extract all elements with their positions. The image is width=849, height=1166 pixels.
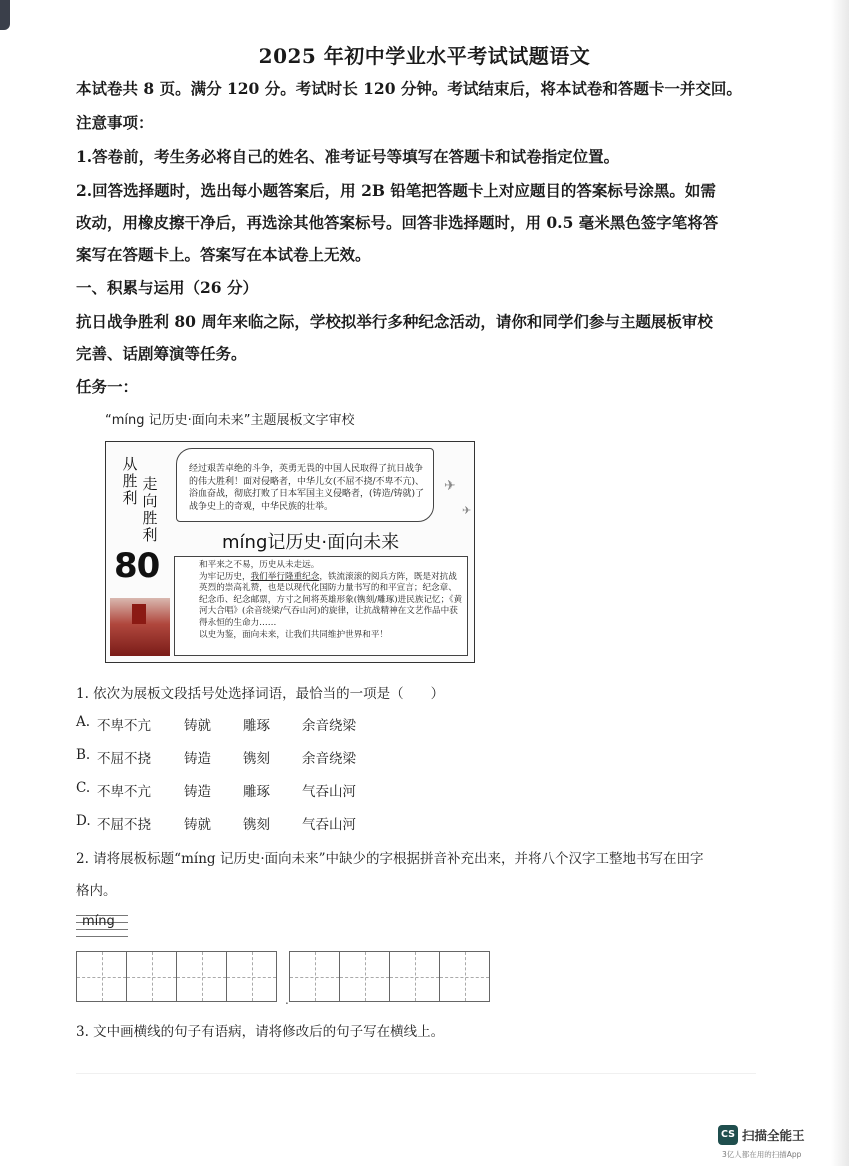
tianzi-cell[interactable]: [389, 951, 440, 1002]
board-vertical-text-1: 从胜利: [122, 455, 138, 507]
notice-item-1: 1.答卷前，考生务必将自己的姓名、准考证号等填写在答题卡和试卷指定位置。: [76, 147, 620, 166]
notice-heading: 注意事项：: [76, 113, 154, 132]
board-paragraph-line1: 和平来之不易，历史从未走远。: [199, 560, 320, 570]
notice-item-2-line3: 案写在答题卡上。答案写在本试卷上无效。: [76, 245, 371, 264]
task-heading: 任务一：: [76, 377, 139, 396]
dove-icon-small: ✈: [462, 504, 472, 517]
tianzi-cell[interactable]: [176, 951, 227, 1002]
question-2-line2: 格内。: [76, 883, 117, 899]
board-vertical-text-2: 走向胜利: [142, 475, 158, 544]
separator-dot: .: [285, 993, 289, 1007]
question-2-line1: 2. 请将展板标题“míng 记历史·面向未来”中缺少的字根据拼音补充出来，并将八个汉字工整地书写在田字: [76, 851, 704, 867]
context-line-1: 抗日战争胜利 80 周年来临之际，学校拟举行多种纪念活动，请你和同学们参与主题展板审校: [76, 312, 713, 331]
board-scroll-panel: [176, 448, 434, 522]
pinyin-text: míng: [82, 914, 115, 929]
board-text-panel: [174, 556, 468, 656]
exam-title: 2025 年初中学业水平考试试题语文: [258, 44, 591, 68]
exam-page: 2025 年初中学业水平考试试题语文 本试卷共 8 页。满分 120 分。考试时长 120 分钟。考试结束后，将本试卷和答题卡一并交回。 注意事项： 1.答卷前，考生务必将自己的姓名、准考证号等填写在答题卡和试卷指定位置。 2.回答选择题时，选出每小题答案后，用 2B 铅笔把答题卡上对应题目的答案标号涂黑。如需 改动，用橡皮擦干净后，再选涂其他答案标号。回答非选择题时，用 0.5 毫米黑色签字笔将答 案写在答题卡上。答案写在本试卷上无效。 一、积累与运用（26 分） 抗日战争胜利 80 周年来临之际，学校拟举行多种纪念活动，请你和同学们参与主题展板审校 完善、话剧筹演等任务。 任务一： “míng 记历史·面向未来”主题展板文字审校 从胜利 走向胜利 80 经过艰苦卓绝的斗争，英勇无畏的中国人民取得了抗日战争的伟大胜利！面对侵略者，中华儿女(不屈不挠/不卑不亢)、浴血奋战，彻底打败了日本军国主义侵略者，(铸造/铸就)了战争史上的奇观，中华民族的壮举。 ✈ ✈ míng记历史·面向未来 和平来之不易，历史从未走远。 为牢记历史，我们举行隆重纪念，铁流滚滚的阅兵方阵，既是对抗战英烈的崇高礼赞，也是以现代化国防力量书写的和平宣言；纪念章、纪念币、纪念邮票，方寸之间将英雄形象(镌刻/雕琢)进民族记忆；《黄河大合唱》(余音绕梁/气吞山河)的旋律，让抗战精神在文艺作品中获得永恒的生命力…… 以史为鉴，面向未来，让我们共同维护世界和平！ 1. 依次为展板文段括号处选择词语，最恰当的一项是（ ） A. 不卑不亢 铸就 雕琢 余音绕梁 B. 不屈不挠 铸造 镌刻 余音绕梁 C. 不卑不亢 铸造 雕琢 气吞山河 D. 不屈不挠 铸就 镌刻 气吞山河 2. 请将展板标题“míng 记历史·面向未来”中缺少的字根据拼音补充出来，并将八个汉字工整地书写在田字 格内。 míng . 3. 文中画横线的句子有语病，请将修改后的句子写在横线上。 CS 扫描全能王 3亿人都在用的扫描App: [0, 0, 849, 1166]
section-heading: 一、积累与运用（26 分）: [76, 278, 258, 297]
soldiers-photo: [110, 598, 170, 656]
tianzi-cell[interactable]: [439, 951, 490, 1002]
board-paragraph: [181, 560, 463, 641]
board-paragraph-line3: 以史为鉴，面向未来，让我们共同维护世界和平！: [199, 629, 389, 640]
scroll-paragraph: 经过艰苦卓绝的斗争，英勇无畏的中国人民取得了抗日战争的伟大胜利！面对侵略者，中华儿女(不屈不挠/不卑不亢)、浴血奋战，彻底打败了日本军国主义侵略者，(铸造/铸就)了战争史上的奇观，中华民族的壮举。: [189, 464, 425, 512]
page-bottom-edge: [76, 1073, 756, 1074]
tianzi-cell[interactable]: [226, 951, 277, 1002]
board-caption: “míng 记历史·面向未来”主题展板文字审校: [105, 413, 355, 428]
tianzi-grid-1[interactable]: [76, 951, 277, 1003]
tianzi-grid-2[interactable]: [289, 951, 490, 1003]
flag-icon: [132, 604, 146, 624]
notice-item-2-line1: 2.回答选择题时，选出每小题答案后，用 2B 铅笔把答题卡上对应题目的答案标号涂黑。如需: [76, 181, 716, 200]
dove-icon: ✈: [444, 478, 456, 494]
tianzi-cell[interactable]: [339, 951, 390, 1002]
board-headline: míng记历史·面向未来: [222, 532, 400, 553]
question-3: 3. 文中画横线的句子有语病，请将修改后的句子写在横线上。: [76, 1024, 445, 1040]
board-number-80: 80: [114, 546, 160, 586]
watermark-name: 扫描全能王: [742, 1128, 805, 1143]
tianzi-cell[interactable]: [126, 951, 177, 1002]
watermark-tagline: 3亿人都在用的扫描App: [722, 1150, 802, 1159]
context-line-2: 完善、话剧筹演等任务。: [76, 344, 247, 363]
underlined-sentence: 我们举行隆重纪念: [250, 571, 320, 582]
question-1: 1. 依次为展板文段括号处选择词语，最恰当的一项是（ ）: [76, 686, 445, 702]
tianzi-cell[interactable]: [289, 951, 340, 1002]
notice-item-2-line2: 改动，用橡皮擦干净后，再选涂其他答案标号。回答非选择题时，用 0.5 毫米黑色签字笔将答: [76, 213, 719, 232]
intro-text: 本试卷共 8 页。满分 120 分。考试时长 120 分钟。考试结束后，将本试卷和答题卡一并交回。: [76, 79, 742, 98]
corner-tab: [0, 0, 10, 30]
board-paragraph-line2: 为牢记历史，我们举行隆重纪念，铁流滚滚的阅兵方阵，既是对抗战英烈的崇高礼赞，也是以现代化国防力量书写的和平宣言；纪念章、纪念币、纪念邮票，方寸之间将英雄形象(镌刻/雕琢)进民族记忆；《黄河大合唱》(余音绕梁/气吞山河)的旋律，让抗战精神在文艺作品中获得永恒的生命力……: [199, 571, 463, 628]
camscanner-logo-icon: CS: [718, 1125, 738, 1145]
tianzi-cell[interactable]: [76, 951, 127, 1002]
page-edge-shadow: [831, 0, 849, 1166]
exhibition-board: [105, 441, 475, 663]
